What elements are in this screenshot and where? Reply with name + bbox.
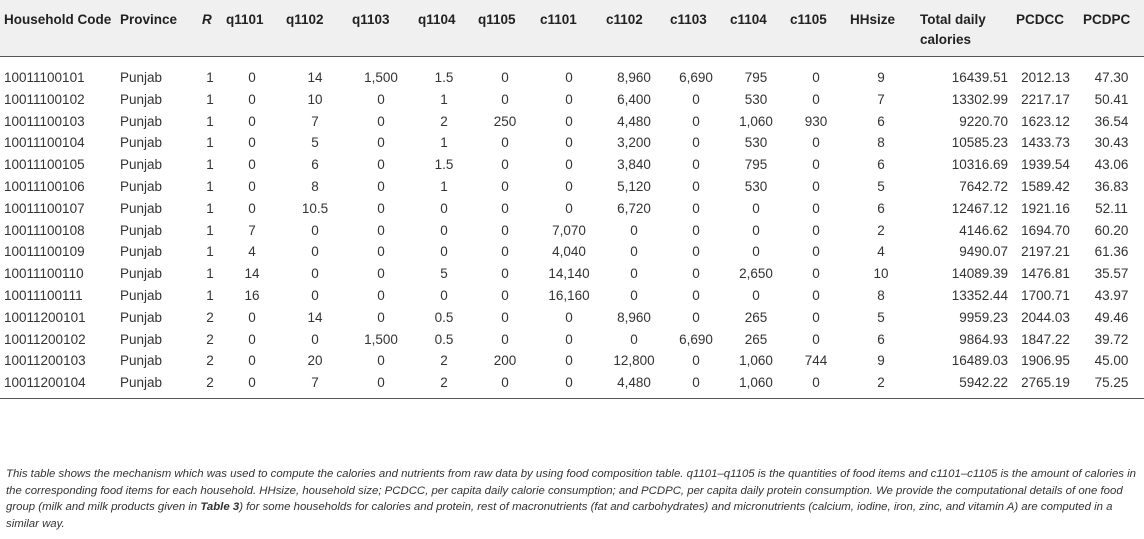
- cell-q1105: 0: [501, 200, 509, 216]
- cell-province: Punjab: [120, 178, 163, 194]
- cell-hhsize: 2: [846, 372, 916, 398]
- cell-province: Punjab: [120, 70, 163, 85]
- cell-q1102: 10.5: [301, 200, 329, 216]
- cell-q1102: 20: [307, 353, 323, 369]
- cell-r: 1: [206, 244, 214, 260]
- header-household-code: Household Code: [0, 0, 116, 57]
- cell-q1102: 0: [311, 287, 319, 303]
- cell-c1103: 0: [692, 244, 700, 260]
- header-q1101: q1101: [222, 0, 282, 57]
- cell-q1103: 0: [377, 309, 385, 325]
- table-row: [0, 329, 1144, 351]
- cell-q1104: 0: [440, 200, 448, 216]
- cell-q1105: 0: [501, 70, 509, 85]
- cell-q1101: 7: [248, 222, 256, 238]
- cell-c1104: 530: [744, 91, 768, 107]
- cell-r: 1: [206, 178, 214, 194]
- cell-c1102: 4,480: [617, 113, 651, 129]
- cell-c1103: 6,690: [679, 331, 713, 347]
- table-row: [0, 307, 1144, 329]
- cell-c1103: 0: [692, 113, 700, 129]
- cell-c1104: 0: [752, 200, 760, 216]
- cell-c1102: 12,800: [613, 353, 655, 369]
- cell-c1102: 6,400: [617, 91, 651, 107]
- cell-q1103: 0: [377, 222, 385, 238]
- cell-c1103: 0: [692, 353, 700, 369]
- cell-q1101: 0: [248, 91, 256, 107]
- cell-c1101: 16,160: [548, 287, 590, 303]
- cell-q1103: 0: [377, 244, 385, 260]
- cell-q1104: 0: [440, 287, 448, 303]
- cell-c1101: 0: [565, 70, 573, 85]
- cell-pcdcc: 1694.70: [1021, 222, 1070, 238]
- cell-c1102: 0: [630, 244, 638, 260]
- cell-pcdcc: 1433.73: [1021, 135, 1070, 151]
- cell-total-daily-calories: 10316.69: [951, 157, 1008, 173]
- footnote-text-2: ) for some households for calories and protein, rest of macronutrients (fat and carbohydrates) and micronutrients (calcium, iodine, iron, zinc, and vitamin A) are computed in a similar way.: [6, 501, 1113, 530]
- cell-q1102: 0: [311, 266, 319, 282]
- cell-q1101: 0: [248, 113, 256, 129]
- cell-c1105: 0: [812, 70, 820, 85]
- cell-pcdpc: 36.83: [1094, 178, 1129, 194]
- cell-r: 1: [206, 266, 214, 282]
- cell-c1105: 0: [812, 222, 820, 238]
- cell-pcdcc: 1939.54: [1021, 157, 1070, 173]
- cell-household-code: 10011200104: [0, 372, 116, 398]
- cell-c1105: 0: [812, 157, 820, 173]
- cell-q1105: 0: [501, 222, 509, 238]
- table-row: [0, 350, 1144, 372]
- cell-c1101: 0: [565, 91, 573, 107]
- cell-c1104: 265: [744, 309, 768, 325]
- header-q1105: q1105: [474, 0, 536, 57]
- cell-province: Punjab: [120, 331, 163, 347]
- cell-hhsize: 6: [877, 331, 885, 347]
- cell-c1101: 0: [565, 157, 573, 173]
- cell-pcdpc: 30.43: [1094, 135, 1129, 151]
- cell-pcdpc: 43.06: [1094, 157, 1129, 173]
- cell-q1105: 0: [501, 287, 509, 303]
- cell-c1102: 3,840: [617, 157, 651, 173]
- cell-c1104: 0: [752, 244, 760, 260]
- cell-c1105: 0: [812, 178, 820, 194]
- cell-c1104: 1,060: [739, 353, 773, 369]
- cell-c1104: 0: [752, 222, 760, 238]
- cell-hhsize: 5: [877, 309, 885, 325]
- cell-c1104: 1,060: [739, 113, 773, 129]
- cell-c1105: 0: [812, 200, 820, 216]
- cell-r: 1: [206, 157, 214, 173]
- cell-q1101: 0: [248, 200, 256, 216]
- header-r: R: [198, 0, 222, 57]
- cell-household-code: 10011200103: [4, 353, 86, 369]
- table-3-reference[interactable]: Table 3: [200, 501, 240, 514]
- cell-r: 1: [206, 91, 214, 107]
- cell-q1104: 0.5: [434, 331, 454, 347]
- header-q1104: q1104: [414, 0, 474, 57]
- cell-c1105: 930: [804, 113, 828, 129]
- cell-total-daily-calories: 5942.22: [916, 372, 1012, 398]
- cell-pcdcc: 1476.81: [1021, 266, 1070, 282]
- cell-q1103: 0: [377, 266, 385, 282]
- cell-province: Punjab: [120, 222, 163, 238]
- cell-household-code: 10011100109: [4, 244, 85, 260]
- cell-c1102: 4,480: [602, 372, 666, 398]
- cell-pcdcc: 1623.12: [1021, 113, 1070, 129]
- cell-pcdpc: 49.46: [1094, 309, 1129, 325]
- cell-province: Punjab: [116, 372, 198, 398]
- cell-c1102: 8,960: [617, 309, 651, 325]
- cell-q1102: 8: [311, 178, 319, 194]
- cell-c1102: 0: [630, 266, 638, 282]
- cell-q1104: 1: [440, 135, 448, 151]
- cell-pcdcc: 1700.71: [1021, 287, 1070, 303]
- cell-total-daily-calories: 13352.44: [951, 287, 1008, 303]
- cell-pcdpc: 61.36: [1094, 244, 1129, 260]
- cell-q1103: 0: [377, 113, 385, 129]
- cell-c1104: 795: [744, 157, 768, 173]
- cell-province: Punjab: [120, 200, 163, 216]
- cell-hhsize: 6: [877, 200, 885, 216]
- cell-q1101: 0: [248, 353, 256, 369]
- cell-q1104: 1.5: [434, 157, 454, 173]
- cell-c1102: 0: [630, 287, 638, 303]
- cell-q1105: 0: [474, 372, 536, 398]
- cell-c1104: 265: [744, 331, 768, 347]
- cell-pcdpc: 60.20: [1094, 222, 1129, 238]
- cell-pcdpc: 43.97: [1094, 287, 1129, 303]
- cell-household-code: 10011100105: [4, 157, 85, 173]
- cell-q1104: 2: [414, 372, 474, 398]
- cell-q1104: 5: [440, 266, 448, 282]
- cell-c1101: 14,140: [548, 266, 590, 282]
- cell-c1103: 0: [692, 135, 700, 151]
- table-row: [0, 132, 1144, 154]
- header-hhsize: HHsize: [846, 0, 916, 57]
- cell-hhsize: 5: [877, 178, 885, 194]
- cell-q1105: 0: [501, 91, 509, 107]
- cell-c1102: 6,720: [617, 200, 651, 216]
- cell-household-code: 10011200102: [4, 331, 86, 347]
- cell-q1103: 0: [377, 200, 385, 216]
- cell-c1102: 8,960: [617, 70, 651, 85]
- cell-c1101: 0: [565, 331, 573, 347]
- cell-c1101: 0: [565, 135, 573, 151]
- cell-q1103: 0: [377, 353, 385, 369]
- cell-hhsize: 6: [877, 113, 885, 129]
- cell-pcdpc: 36.54: [1094, 113, 1129, 129]
- cell-province: Punjab: [120, 91, 163, 107]
- table-header-row: [0, 0, 1144, 57]
- table-row: [0, 198, 1144, 220]
- cell-household-code: 10011100106: [4, 178, 85, 194]
- cell-r: 1: [206, 70, 214, 85]
- cell-q1103: 0: [377, 157, 385, 173]
- cell-household-code: 10011200101: [4, 309, 86, 325]
- cell-hhsize: 9: [877, 353, 885, 369]
- cell-q1102: 14: [307, 70, 323, 85]
- cell-q1101: 0: [248, 178, 256, 194]
- cell-r: 2: [206, 353, 214, 369]
- cell-c1102: 3,200: [617, 135, 651, 151]
- cell-hhsize: 8: [877, 135, 885, 151]
- cell-q1105: 0: [501, 244, 509, 260]
- header-total-daily-calories: Total daily calories: [916, 0, 1012, 57]
- cell-pcdcc: 1906.95: [1021, 353, 1070, 369]
- cell-pcdcc: 2765.19: [1012, 372, 1079, 398]
- cell-c1104: 0: [752, 287, 760, 303]
- cell-pcdcc: 2012.13: [1021, 70, 1070, 85]
- cell-c1105: 0: [812, 287, 820, 303]
- cell-pcdpc: 47.30: [1094, 70, 1129, 85]
- table-footnote: [6, 466, 1142, 532]
- header-c1105: c1105: [786, 0, 846, 57]
- cell-q1101: 0: [248, 309, 256, 325]
- cell-c1101: 0: [565, 353, 573, 369]
- cell-hhsize: 6: [877, 157, 885, 173]
- cell-province: Punjab: [120, 113, 163, 129]
- cell-q1101: 0: [248, 331, 256, 347]
- cell-c1104: 2,650: [739, 266, 773, 282]
- cell-pcdpc: 75.25: [1079, 372, 1144, 398]
- cell-q1105: 0: [501, 178, 509, 194]
- cell-q1104: 2: [440, 353, 448, 369]
- cell-c1103: 0: [692, 91, 700, 107]
- cell-q1104: 0.5: [434, 309, 454, 325]
- cell-c1101: 0: [565, 200, 573, 216]
- cell-c1103: 0: [692, 287, 700, 303]
- cell-pcdpc: 35.57: [1094, 266, 1129, 282]
- cell-pcdcc: 1589.42: [1021, 178, 1070, 194]
- cell-pcdcc: 1921.16: [1021, 200, 1070, 216]
- cell-c1105: 0: [812, 244, 820, 260]
- cell-c1102: 0: [630, 222, 638, 238]
- cell-c1105: 0: [812, 309, 820, 325]
- cell-pcdpc: 50.41: [1094, 91, 1129, 107]
- cell-q1105: 0: [501, 157, 509, 173]
- cell-c1102: 0: [630, 331, 638, 347]
- cell-q1103: 1,500: [364, 331, 398, 347]
- cell-q1105: 0: [501, 331, 509, 347]
- table-row: [0, 372, 1144, 398]
- cell-q1105: 250: [493, 113, 517, 129]
- cell-total-daily-calories: 14089.39: [951, 266, 1008, 282]
- cell-r: 2: [206, 309, 214, 325]
- table-row: [0, 263, 1144, 285]
- cell-hhsize: 10: [873, 266, 889, 282]
- table-row: [0, 57, 1144, 89]
- cell-q1102: 0: [311, 331, 319, 347]
- cell-r: 1: [206, 135, 214, 151]
- cell-pcdpc: 39.72: [1094, 331, 1129, 347]
- cell-c1102: 5,120: [617, 178, 651, 194]
- cell-q1102: 5: [311, 135, 319, 151]
- cell-q1105: 0: [501, 309, 509, 325]
- cell-c1105: 0: [812, 266, 820, 282]
- table-row: [0, 89, 1144, 111]
- cell-household-code: 10011100108: [4, 222, 85, 238]
- cell-pcdpc: 52.11: [1095, 200, 1128, 216]
- cell-q1105: 0: [501, 135, 509, 151]
- cell-c1104: 530: [744, 135, 768, 151]
- cell-q1104: 1: [440, 91, 448, 107]
- cell-c1105: 0: [812, 331, 820, 347]
- cell-c1103: 0: [692, 200, 700, 216]
- cell-household-code: 10011100103: [4, 113, 85, 129]
- cell-total-daily-calories: 16489.03: [951, 353, 1008, 369]
- cell-hhsize: 4: [877, 244, 885, 260]
- cell-province: Punjab: [120, 157, 163, 173]
- cell-total-daily-calories: 10585.23: [951, 135, 1008, 151]
- cell-household-code: 10011100101: [4, 70, 85, 85]
- cell-q1102: 0: [311, 222, 319, 238]
- cell-q1101: 4: [248, 244, 256, 260]
- cell-pcdcc: 1847.22: [1021, 331, 1070, 347]
- cell-c1104: 1,060: [726, 372, 786, 398]
- cell-total-daily-calories: 12467.12: [951, 200, 1008, 216]
- cell-total-daily-calories: 16439.51: [951, 70, 1008, 85]
- cell-total-daily-calories: 7642.72: [959, 178, 1008, 194]
- header-q1103: q1103: [348, 0, 414, 57]
- cell-total-daily-calories: 9490.07: [959, 244, 1008, 260]
- cell-c1103: 0: [666, 372, 726, 398]
- cell-r: 1: [206, 113, 214, 129]
- cell-province: Punjab: [120, 287, 163, 303]
- cell-q1105: 200: [493, 353, 517, 369]
- footnote-text-1: This table shows the mechanism which was used to compute the calories and nutrients from raw data by using food composition table. q1101–q1105 is the quantities of food items and c1101–c1105 is the amount of calories in the corresponding food items for each household. HHsize, household size; PCDCC, per capita daily calorie consumption; and PCDPC, per capita daily protein consumption. We provide the computational details of one food group (milk and milk products given in: [6, 468, 1137, 514]
- cell-c1103: 0: [692, 157, 700, 173]
- cell-r: 2: [206, 331, 214, 347]
- cell-q1103: 0: [377, 287, 385, 303]
- cell-c1104: 530: [744, 178, 768, 194]
- cell-province: Punjab: [120, 244, 163, 260]
- table-row: [0, 285, 1144, 307]
- cell-q1101: 0: [248, 157, 256, 173]
- table-row: [0, 241, 1144, 263]
- cell-q1103: 0: [377, 178, 385, 194]
- cell-c1103: 0: [692, 309, 700, 325]
- cell-c1101: 0: [565, 113, 573, 129]
- cell-c1105: 744: [804, 353, 828, 369]
- header-c1102: c1102: [602, 0, 666, 57]
- cell-c1105: 0: [786, 372, 846, 398]
- cell-total-daily-calories: 13302.99: [951, 91, 1008, 107]
- cell-c1101: 0: [536, 372, 602, 398]
- cell-c1101: 7,070: [552, 222, 586, 238]
- cell-c1103: 0: [692, 178, 700, 194]
- cell-pcdpc: 45.00: [1094, 353, 1129, 369]
- cell-q1102: 10: [307, 91, 323, 107]
- cell-q1103: 0: [377, 91, 385, 107]
- cell-c1105: 0: [812, 91, 820, 107]
- table-row: [0, 154, 1144, 176]
- cell-hhsize: 9: [877, 70, 885, 85]
- cell-q1101: 0: [248, 70, 256, 85]
- cell-q1101: 14: [244, 266, 260, 282]
- cell-total-daily-calories: 9864.93: [959, 331, 1008, 347]
- cell-q1103: 0: [377, 135, 385, 151]
- cell-household-code: 10011100104: [4, 135, 85, 151]
- cell-q1101: 0: [248, 135, 256, 151]
- cell-r: 1: [206, 287, 214, 303]
- cell-total-daily-calories: 4146.62: [959, 222, 1008, 238]
- header-province: Province: [116, 0, 198, 57]
- cell-pcdcc: 2044.03: [1021, 309, 1070, 325]
- cell-q1103: 0: [348, 372, 414, 398]
- header-c1104: c1104: [726, 0, 786, 57]
- header-pcdcc: PCDCC: [1012, 0, 1079, 57]
- cell-province: Punjab: [120, 266, 163, 282]
- cell-household-code: 10011100102: [4, 91, 85, 107]
- cell-province: Punjab: [120, 353, 163, 369]
- cell-c1101: 4,040: [552, 244, 586, 260]
- cell-q1102: 14: [307, 309, 323, 325]
- cell-province: Punjab: [120, 135, 163, 151]
- cell-q1102: 7: [282, 372, 348, 398]
- header-c1103: c1103: [666, 0, 726, 57]
- cell-hhsize: 7: [877, 91, 885, 107]
- cell-province: Punjab: [120, 309, 163, 325]
- header-pcdpc: PCDPC: [1079, 0, 1144, 57]
- cell-q1101: 16: [244, 287, 260, 303]
- cell-q1104: 1: [440, 178, 448, 194]
- cell-pcdcc: 2217.17: [1021, 91, 1070, 107]
- table-row: [0, 176, 1144, 198]
- cell-c1103: 0: [692, 266, 700, 282]
- cell-r: 1: [206, 200, 214, 216]
- cell-c1103: 6,690: [679, 70, 713, 85]
- cell-q1105: 0: [501, 266, 509, 282]
- cell-c1105: 0: [812, 135, 820, 151]
- cell-q1104: 0: [440, 222, 448, 238]
- cell-c1101: 0: [565, 309, 573, 325]
- cell-q1102: 0: [311, 244, 319, 260]
- cell-household-code: 10011100110: [4, 266, 84, 282]
- cell-household-code: 10011100107: [4, 200, 85, 216]
- table-row: [0, 111, 1144, 133]
- cell-q1104: 2: [440, 113, 448, 129]
- cell-q1104: 0: [440, 244, 448, 260]
- cell-hhsize: 2: [877, 222, 885, 238]
- cell-c1103: 0: [692, 222, 700, 238]
- cell-q1101: 0: [222, 372, 282, 398]
- header-c1101: c1101: [536, 0, 602, 57]
- cell-household-code: 10011100111: [4, 287, 83, 303]
- cell-q1104: 1.5: [434, 70, 454, 85]
- cell-pcdcc: 2197.21: [1021, 244, 1070, 260]
- cell-hhsize: 8: [877, 287, 885, 303]
- cell-c1104: 795: [744, 70, 768, 85]
- cell-total-daily-calories: 9220.70: [959, 113, 1008, 129]
- cell-total-daily-calories: 9959.23: [959, 309, 1008, 325]
- cell-q1103: 1,500: [364, 70, 398, 85]
- cell-r: 2: [198, 372, 222, 398]
- cell-q1102: 7: [311, 113, 319, 129]
- cell-c1101: 0: [565, 178, 573, 194]
- cell-r: 1: [206, 222, 214, 238]
- table-row: [0, 220, 1144, 242]
- header-q1102: q1102: [282, 0, 348, 57]
- cell-q1102: 6: [311, 157, 319, 173]
